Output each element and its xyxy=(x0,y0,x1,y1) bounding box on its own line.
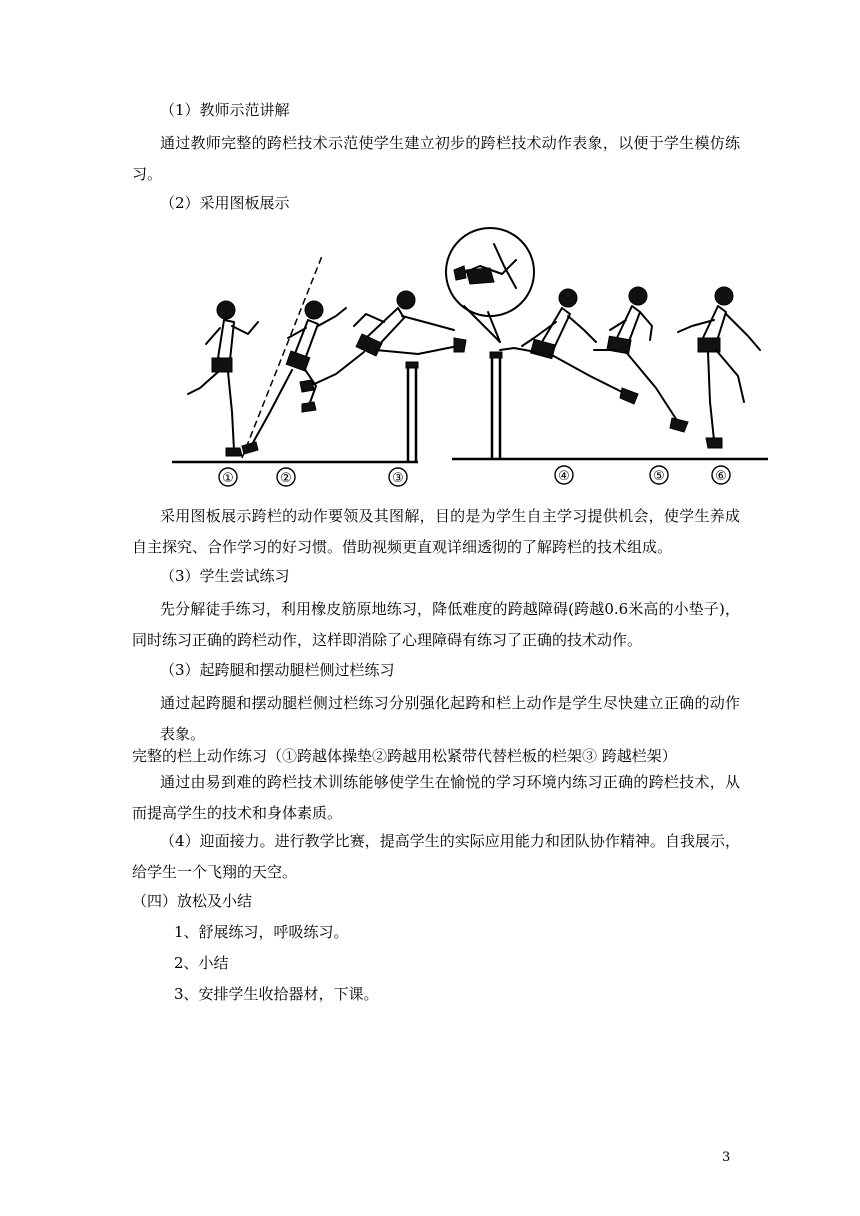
list-item: 1、舒展练习，呼吸练习。 xyxy=(174,923,349,941)
figure-label-5 xyxy=(650,466,668,484)
list-item: 3、安排学生收拾器材，下课。 xyxy=(174,985,379,1003)
paragraph-progression: 通过由易到难的跨栏技术训练能够使学生在愉悦的学习环境内练习正确的跨栏技术，从而提高学生的技术和身体素质。 xyxy=(132,773,740,822)
takeoff-angle-line xyxy=(242,256,322,458)
figure-label-3 xyxy=(389,468,407,486)
hurdle-right xyxy=(490,352,502,459)
svg-text:④: ④ xyxy=(558,469,570,484)
figure-label-1 xyxy=(219,468,237,486)
section-heading-demo: （1）教师示范讲解 xyxy=(160,101,290,119)
section-heading-side-hurdle: （3）起跨腿和摆动腿栏侧过栏练习 xyxy=(160,661,395,679)
figure-label-6 xyxy=(712,466,730,484)
athlete-5 xyxy=(594,287,688,432)
page-number: 3 xyxy=(722,1150,731,1165)
svg-text:⑥: ⑥ xyxy=(715,469,727,484)
complete-practice-line: 完整的栏上动作练习（①跨越体操垫②跨越用松紧带代替栏板的栏架③ 跨越栏架） xyxy=(132,747,677,765)
svg-text:⑤: ⑤ xyxy=(653,469,665,484)
paragraph-board: 采用图板展示跨栏的动作要领及其图解，目的是为学生自主学习提供机会，使学生养成自主探究、合作学习的好习惯。借助视频更直观详细透彻的了解跨栏的技术组成。 xyxy=(132,507,740,556)
section-heading-board: （2）采用图板展示 xyxy=(160,194,290,212)
svg-text:②: ② xyxy=(280,471,292,486)
svg-text:①: ① xyxy=(222,471,234,486)
paragraph-side-hurdle: 通过起跨腿和摆动腿栏侧过栏练习分别强化起跨和栏上动作是学生尽快建立正确的动作表象。 xyxy=(160,694,740,743)
paragraph-try: 先分解徒手练习，利用橡皮筋原地练习，降低难度的跨越障碍(跨越0.6米高的小垫子)，同时练习正确的跨栏动作，这样即消除了心理障碍有练习了正确的技术动作。 xyxy=(132,600,740,649)
hurdling-illustration xyxy=(170,226,770,488)
hurdle-left xyxy=(406,362,418,462)
hurdling-sequence-drawing xyxy=(170,226,770,488)
athlete-1 xyxy=(188,301,258,456)
section-heading-try: （3）学生尝试练习 xyxy=(160,567,290,585)
figure-label-4 xyxy=(555,466,573,484)
athlete-6 xyxy=(678,287,760,448)
figure-label-2 xyxy=(277,468,295,486)
paragraph-relay: （4）迎面接力。进行教学比赛，提高学生的实际应用能力和团队协作精神。自我展示，给学生一个飞翔的天空。 xyxy=(132,832,740,881)
part-heading-relax: （四）放松及小结 xyxy=(132,892,253,910)
svg-text:③: ③ xyxy=(392,471,404,486)
list-item: 2、小结 xyxy=(174,954,229,972)
athlete-3 xyxy=(300,291,466,392)
detail-magnifier xyxy=(446,228,534,342)
paragraph-demo: 通过教师完整的跨栏技术示范使学生建立初步的跨栏技术动作表象，以便于学生模仿练习。 xyxy=(132,134,740,183)
